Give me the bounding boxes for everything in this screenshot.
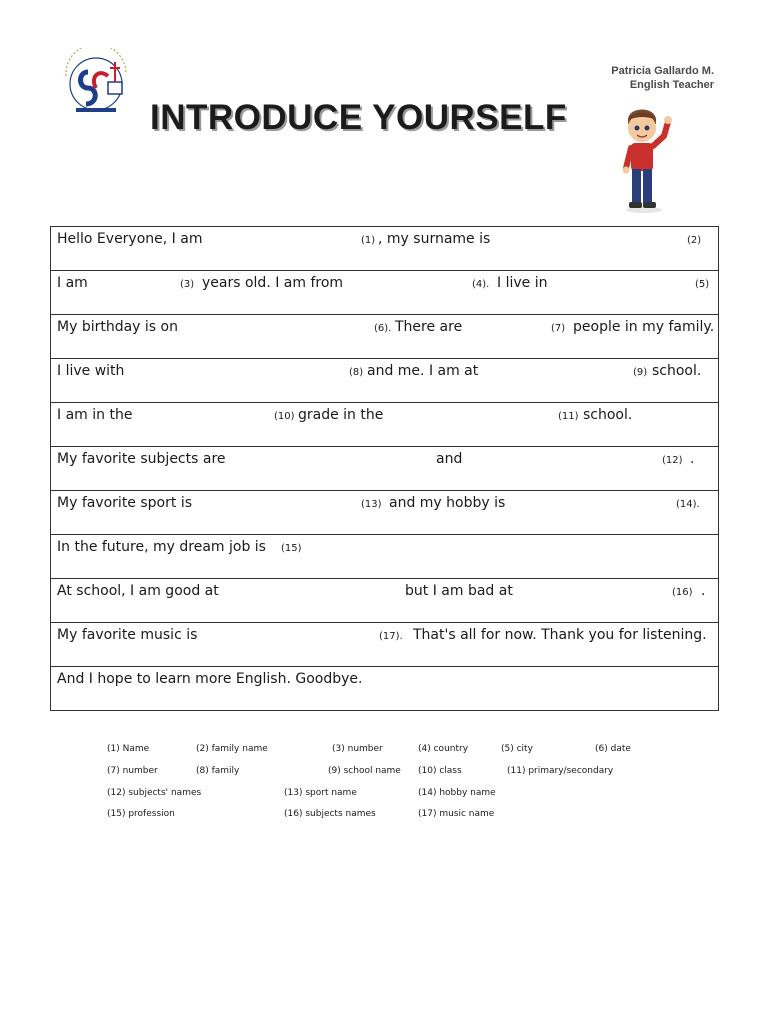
worksheet-row [51,359,719,403]
sentence-text: My favorite sport is [57,495,192,511]
sentence-text: and [436,451,463,467]
sentence-text: grade in the [298,407,384,423]
sentence-text: My birthday is on [57,319,178,335]
legend-item: (15) profession [107,809,175,819]
page-title: INTRODUCE YOURSELF [150,98,567,137]
legend-item: (5) city [501,744,533,754]
legend-item: (12) subjects' names [107,788,202,798]
blank-number: (1) [361,235,376,246]
sentence-text: My favorite subjects are [57,451,226,467]
worksheet-row [51,623,719,667]
legend-item: (14) hobby name [418,788,496,798]
sentence-text: school. [652,363,702,379]
blank-number: (7) [551,323,566,334]
worksheet-table [50,226,719,711]
legend-item: (2) family name [196,744,268,754]
legend-item: (7) number [107,766,158,776]
sentence-text: years old. I am from [202,275,344,291]
teacher-role: English Teacher [629,79,714,91]
legend-item: (11) primary/secondary [507,766,614,776]
sentence-text: and me. I am at [367,363,479,379]
teacher-name: Patricia Gallardo M. [611,65,714,77]
blank-number: (6). [374,323,392,334]
sentence-text: . [701,583,706,599]
worksheet-row [51,227,719,271]
blank-number: (8) [349,367,364,378]
sentence-text: In the future, my dream job is [57,539,266,555]
legend-item: (13) sport name [284,788,357,798]
legend-item: (8) family [196,766,240,776]
school-logo [56,48,136,118]
legend-item: (4) country [418,744,469,754]
worksheet-row [51,535,719,579]
sentence-text: . [690,451,695,467]
sentence-text: I am in the [57,407,133,423]
worksheet-row [51,447,719,491]
blank-number: (12) [662,455,683,466]
worksheet-row [51,403,719,447]
sentence-text: There are [395,319,463,335]
blank-number: (11) [558,411,579,422]
sentence-text: I am [57,275,88,291]
sentence-text: I live in [497,275,548,291]
legend-item: (17) music name [418,809,495,819]
worksheet-row [51,491,719,535]
teacher-info [611,64,714,92]
blank-number: (15) [281,543,302,554]
blank-number: (14). [676,499,700,510]
legend-item: (16) subjects names [284,809,376,819]
blank-number: (2) [687,235,702,246]
sentence-text: Hello Everyone, I am [57,231,203,247]
worksheet-row [51,315,719,359]
blank-number: (16) [672,587,693,598]
sentence-text: That's all for now. Thank you for listening. [413,627,707,643]
blank-number: (17). [379,631,403,642]
worksheet-row [51,271,719,315]
cartoon-boy-illustration [618,106,688,214]
sentence-text: At school, I am good at [57,583,219,599]
legend-item: (6) date [595,744,631,754]
worksheet-row [51,579,719,623]
sentence-text: people in my family. [573,319,715,335]
blank-number: (13) [361,499,382,510]
sentence-text: And I hope to learn more English. Goodbye. [57,671,363,687]
legend-item: (3) number [332,744,383,754]
legend-item: (1) Name [107,744,150,754]
sentence-text: My favorite music is [57,627,198,643]
sentence-text: , my surname is [378,231,491,247]
blank-number: (5) [695,279,710,290]
legend-item: (10) class [418,766,462,776]
blank-number: (3) [180,279,195,290]
legend-item: (9) school name [328,766,401,776]
blank-number: (9) [633,367,648,378]
blank-number: (4). [472,279,490,290]
sentence-text: but I am bad at [405,583,513,599]
sentence-text: and my hobby is [389,495,506,511]
sentence-text: I live with [57,363,125,379]
worksheet-row [51,667,719,711]
sentence-text: school. [583,407,633,423]
blank-number: (10) [274,411,295,422]
